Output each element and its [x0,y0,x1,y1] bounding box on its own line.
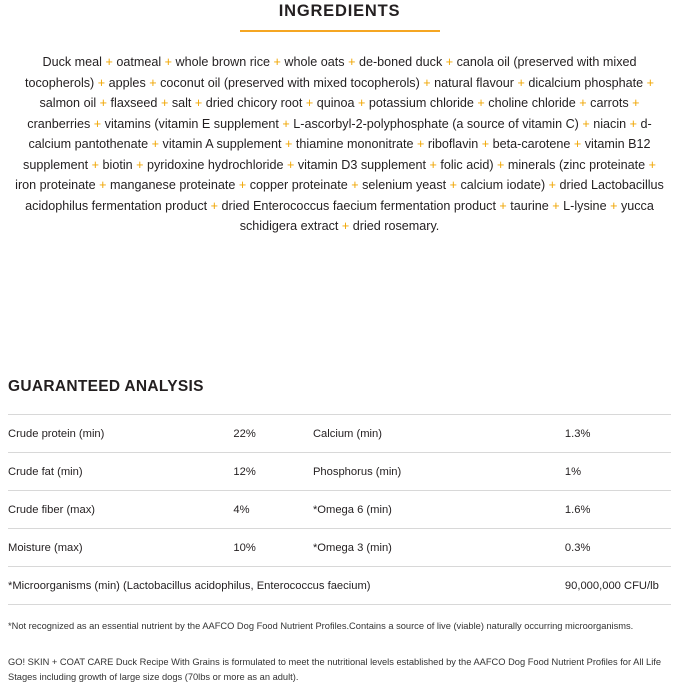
nutrient-value: 12% [233,453,313,491]
plus-separator-icon: + [302,96,317,110]
ingredient-item: dried Lactobacillus acidophilus fermentation product [25,178,664,213]
plus-separator-icon: + [645,157,656,172]
ingredient-item: manganese proteinate [110,178,236,192]
ingredients-heading: INGREDIENTS [278,2,401,20]
ingredient-item: de-boned duck [358,55,443,69]
ingredient-item: Duck meal [42,55,102,69]
nutrient-label: Crude fiber (max) [8,491,233,529]
plus-separator-icon: + [442,55,457,69]
table-row [8,491,671,529]
nutrient-label: *Omega 3 (min) [313,529,565,567]
nutrient-label: *Omega 6 (min) [313,491,565,529]
plus-separator-icon: + [495,198,511,213]
ingredient-item: yucca schidigera extract [239,198,654,233]
ingredient-item: vitamins (vitamin E supplement [104,116,279,131]
ingredient-item: oatmeal [116,55,162,69]
plus-separator-icon: + [235,178,250,192]
plus-separator-icon: + [283,157,298,172]
ingredient-item: pyridoxine hydrochloride [146,157,284,172]
ingredient-item: dried Enterococcus faecium fermentation product [221,198,496,213]
plus-separator-icon: + [578,116,594,131]
title-divider [240,30,440,32]
plus-separator-icon: + [570,137,585,151]
guaranteed-analysis-body [8,415,671,605]
table-row [8,415,671,453]
plus-separator-icon: + [548,198,564,213]
plus-separator-icon: + [347,178,363,192]
nutrient-label: Calcium (min) [313,415,565,453]
ingredient-item: whole oats [284,55,345,69]
ingredient-item: vitamin B12 supplement [23,137,651,172]
plus-separator-icon: + [191,96,206,110]
ingredient-item: quinoa [316,96,355,110]
ingredient-item: choline chloride [488,96,576,110]
ingredient-item: L-ascorbyl-2-polyphosphate (a source of vitamin C) [293,116,579,131]
plus-separator-icon: + [425,157,441,172]
plus-separator-icon: + [101,55,117,69]
guaranteed-analysis-table [8,414,671,605]
plus-separator-icon: + [161,55,176,69]
nutrient-value: 1.3% [565,415,671,453]
microorganisms-value: 90,000,000 CFU/lb [565,567,671,605]
table-row [8,453,671,491]
plus-separator-icon: + [145,75,161,90]
nutrient-value: 1.6% [565,491,671,529]
ingredients-section [0,0,679,237]
plus-separator-icon: + [545,178,560,192]
plus-separator-icon: + [446,178,461,192]
ingredient-item: potassium chloride [368,96,474,110]
ingredient-item: beta-carotene [492,137,571,151]
plus-separator-icon: + [413,137,428,151]
ingredient-item: copper proteinate [249,178,348,192]
nutrient-label: Crude fat (min) [8,453,233,491]
ingredient-item: salmon oil [39,96,97,110]
ingredient-item: vitamin D3 supplement [297,157,426,172]
ingredient-item: natural flavour [434,75,514,90]
plus-separator-icon: + [628,96,640,110]
ingredient-item: vitamin A supplement [162,137,282,151]
plus-separator-icon: + [157,96,172,110]
plus-separator-icon: + [626,116,641,131]
plus-separator-icon: + [278,116,294,131]
plus-separator-icon: + [478,137,493,151]
ingredient-item: minerals (zinc proteinate [507,157,646,172]
ingredient-item: selenium yeast [362,178,447,192]
nutrient-value: 0.3% [565,529,671,567]
guaranteed-analysis-section [0,378,679,694]
ingredient-item: coconut oil (preserved with mixed tocopherols) [160,75,420,90]
ingredient-item: biotin [102,157,133,172]
plus-separator-icon: + [270,55,285,69]
plus-separator-icon: + [94,75,109,90]
microorganisms-label: *Microorganisms (min) (Lactobacillus acidophilus, Enterococcus faecium) [8,567,565,605]
ingredient-item: canola oil (preserved with mixed tocopherols) [24,55,637,90]
ingredient-item: calcium iodate) [460,178,546,192]
ingredient-item: d-calcium pantothenate [28,116,652,151]
nutrient-label: Moisture (max) [8,529,233,567]
ingredient-item: riboflavin [427,137,479,151]
nutrient-label: Phosphorus (min) [313,453,565,491]
plus-separator-icon: + [344,55,359,69]
plus-separator-icon: + [354,96,369,110]
ingredient-item: cranberries [27,116,91,131]
table-row [8,567,671,605]
plus-separator-icon: + [207,198,222,213]
nutrient-value: 4% [233,491,313,529]
plus-separator-icon: + [606,198,621,213]
ingredient-item: carrots [590,96,629,110]
ingredient-item: dicalcium phosphate [528,75,644,90]
plus-separator-icon: + [148,137,163,151]
ingredient-item: thiamine mononitrate [295,137,414,151]
plus-separator-icon: + [338,219,353,233]
ingredients-list [8,52,671,237]
guaranteed-analysis-heading: GUARANTEED ANALYSIS [8,378,204,395]
nutrient-value: 22% [233,415,313,453]
ingredient-item: flaxseed [110,96,158,110]
ingredient-item: dried chicory root [205,96,303,110]
ingredient-item: taurine [510,198,549,213]
aafco-statement: GO! SKIN + COAT CARE Duck Recipe With Grains is formulated to meet the nutritional levels established by the AAFCO Dog Food Nutrient Profiles for All Life Stages including growth of large size dogs (70lbs or more as an adult). [8,657,662,682]
ingredient-item: salt [171,96,192,110]
ingredient-item: apples [108,75,146,90]
plus-separator-icon: + [473,96,489,110]
plus-separator-icon: + [281,137,296,151]
ingredient-item: L-lysine [563,198,607,213]
plus-separator-icon: + [493,157,508,172]
plus-separator-icon: + [513,75,529,90]
aafco-footnote: *Not recognized as an essential nutrient by the AAFCO Dog Food Nutrient Profiles.Contains a source of live (viable) naturally occurring microorganisms. [8,621,634,631]
ingredient-item: niacin [593,116,627,131]
ingredient-item: dried rosemary. [352,219,440,233]
plus-separator-icon: + [95,178,111,192]
plus-separator-icon: + [643,75,655,90]
plus-separator-icon: + [96,96,111,110]
ingredient-item: whole brown rice [175,55,270,69]
nutrient-value: 10% [233,529,313,567]
plus-separator-icon: + [90,116,105,131]
plus-separator-icon: + [132,157,147,172]
table-row [8,529,671,567]
nutrient-label: Crude protein (min) [8,415,233,453]
plus-separator-icon: + [88,157,103,172]
ingredient-item: folic acid) [440,157,494,172]
ingredient-item: iron proteinate [15,178,96,192]
plus-separator-icon: + [419,75,435,90]
plus-separator-icon: + [575,96,591,110]
nutrient-value: 1% [565,453,671,491]
